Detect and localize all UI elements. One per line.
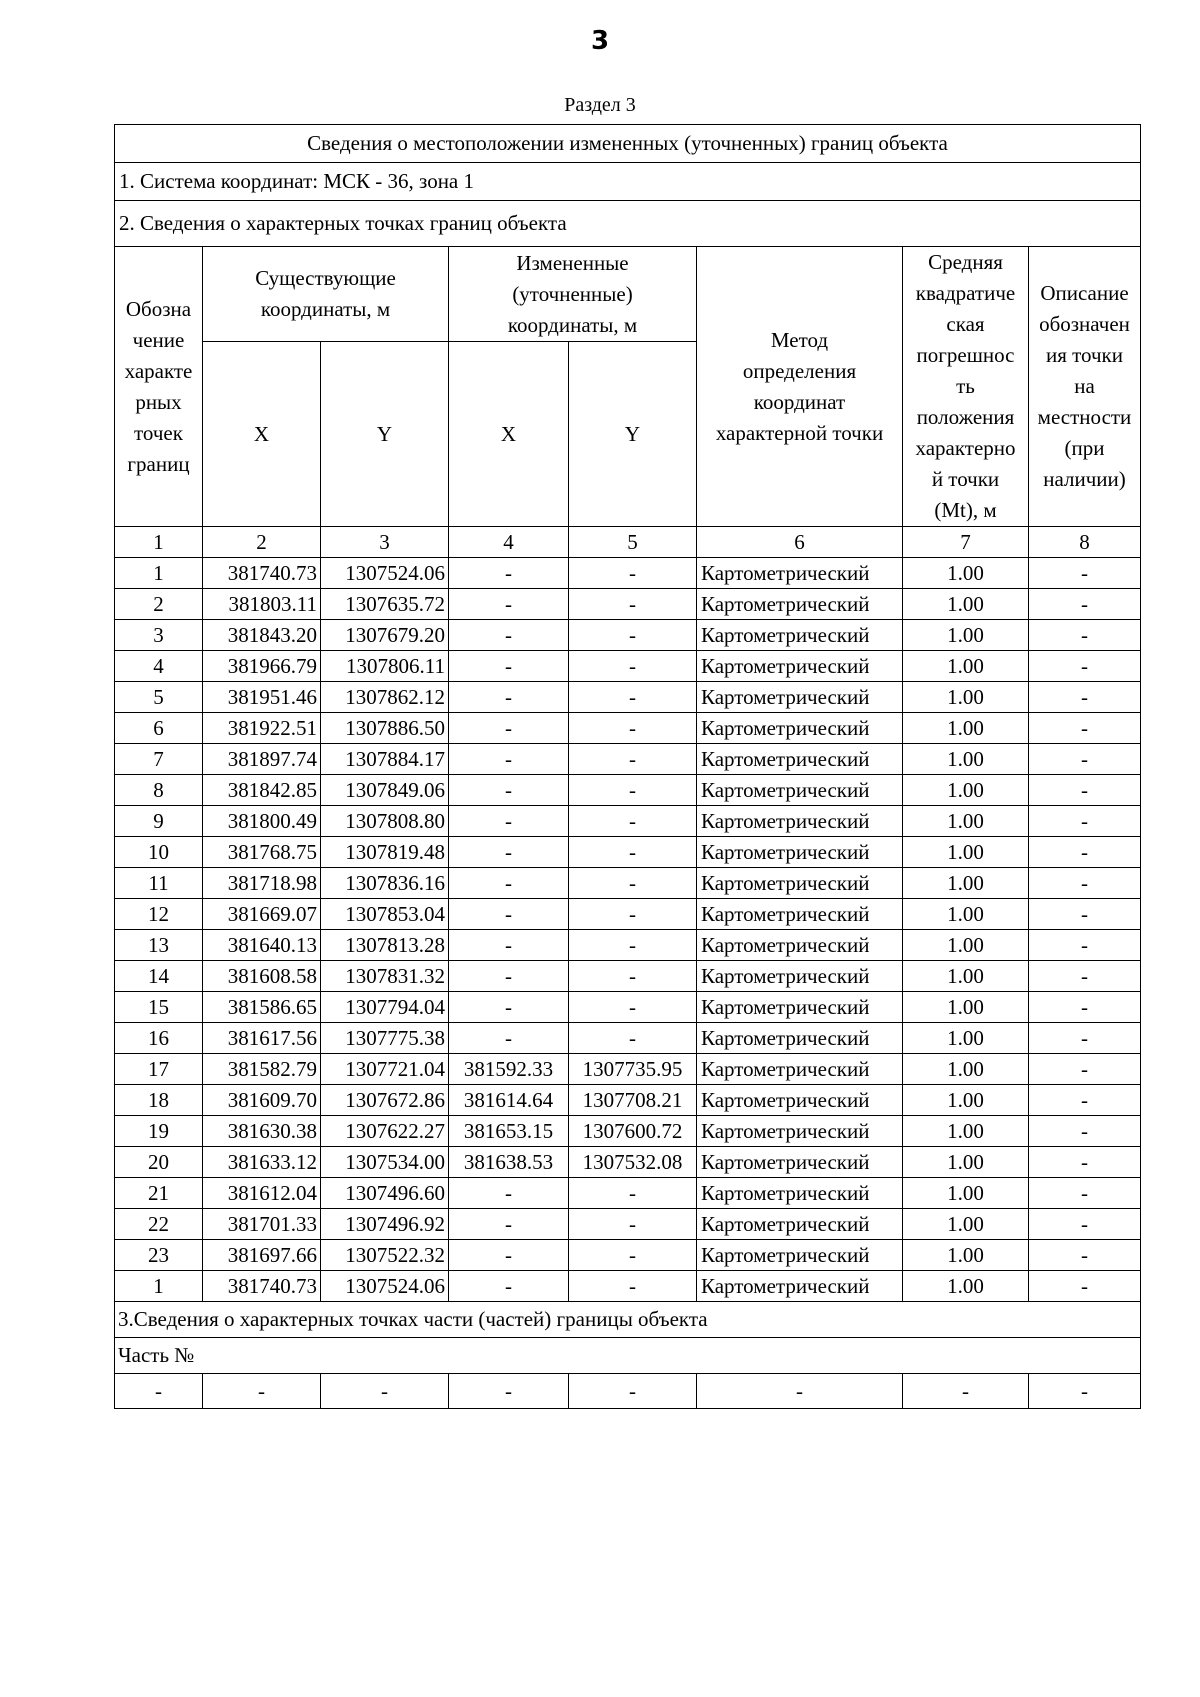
existing-y-cell: 1307522.32	[321, 1240, 449, 1271]
existing-y-cell: 1307884.17	[321, 744, 449, 775]
table-row	[115, 837, 1141, 868]
point-id-cell: 5	[115, 682, 203, 713]
changed-x-cell: -	[449, 589, 569, 620]
column-number: 7	[903, 527, 1029, 558]
existing-x-cell: 381951.46	[203, 682, 321, 713]
changed-x-cell: -	[449, 868, 569, 899]
changed-y-cell: -	[569, 1209, 697, 1240]
header-line: границ	[127, 451, 190, 476]
header-line: квадратиче	[915, 281, 1016, 305]
table-row	[115, 899, 1141, 930]
existing-x-cell: 381897.74	[203, 744, 321, 775]
point-id-cell: 3	[115, 620, 203, 651]
table-row	[115, 1240, 1141, 1271]
existing-y-cell: 1307496.60	[321, 1178, 449, 1209]
accuracy-cell: 1.00	[903, 1209, 1029, 1240]
header-line: (Mt), м	[934, 498, 997, 522]
description-cell: -	[1029, 775, 1141, 806]
accuracy-cell: 1.00	[903, 1116, 1029, 1147]
changed-y-cell: -	[569, 837, 697, 868]
existing-x-cell: 381768.75	[203, 837, 321, 868]
column-numbers-row	[115, 527, 1141, 558]
header-line: (уточненные)	[512, 281, 633, 306]
existing-x-cell: 381630.38	[203, 1116, 321, 1147]
existing-x-cell: 381843.20	[203, 620, 321, 651]
parts-heading: 3.Сведения о характерных точках части (частей) границы объекта	[115, 1302, 1141, 1338]
column-number: 8	[1029, 527, 1141, 558]
method-cell: Картометрический	[697, 1054, 903, 1085]
header-line: Описание	[1040, 281, 1129, 305]
parts-cell: -	[115, 1374, 203, 1409]
existing-x-cell: 381803.11	[203, 589, 321, 620]
column-number: 3	[321, 527, 449, 558]
existing-y-cell: 1307886.50	[321, 713, 449, 744]
changed-x-cell: 381614.64	[449, 1085, 569, 1116]
point-id-cell: 2	[115, 589, 203, 620]
changed-y-cell: -	[569, 620, 697, 651]
accuracy-cell: 1.00	[903, 806, 1029, 837]
method-cell: Картометрический	[697, 1085, 903, 1116]
description-cell: -	[1029, 837, 1141, 868]
changed-y-cell: -	[569, 558, 697, 589]
table-row	[115, 961, 1141, 992]
point-id-cell: 11	[115, 868, 203, 899]
method-cell: Картометрический	[697, 961, 903, 992]
description-cell: -	[1029, 1209, 1141, 1240]
existing-x-cell: 381800.49	[203, 806, 321, 837]
column-number: 6	[697, 527, 903, 558]
page-number: 3	[590, 26, 610, 56]
existing-y-cell: 1307672.86	[321, 1085, 449, 1116]
method-cell: Картометрический	[697, 713, 903, 744]
header-line: координат	[753, 389, 846, 414]
description-cell: -	[1029, 1085, 1141, 1116]
changed-y-cell: -	[569, 744, 697, 775]
table-title: Сведения о местоположении измененных (уточненных) границ объекта	[115, 125, 1141, 163]
table-row	[115, 775, 1141, 806]
table-row	[115, 1116, 1141, 1147]
point-id-cell: 20	[115, 1147, 203, 1178]
accuracy-cell: 1.00	[903, 992, 1029, 1023]
description-cell: -	[1029, 558, 1141, 589]
table-row	[115, 1085, 1141, 1116]
table-row	[115, 1023, 1141, 1054]
description-cell: -	[1029, 1054, 1141, 1085]
point-id-cell: 1	[115, 558, 203, 589]
parts-cell: -	[449, 1374, 569, 1409]
table-row	[115, 806, 1141, 837]
parts-data-row	[115, 1374, 1141, 1409]
existing-x-cell: 381669.07	[203, 899, 321, 930]
table-row	[115, 589, 1141, 620]
part-number-row	[115, 1338, 1141, 1374]
point-id-cell: 22	[115, 1209, 203, 1240]
method-cell: Картометрический	[697, 1178, 903, 1209]
table-row	[115, 558, 1141, 589]
point-id-cell: 4	[115, 651, 203, 682]
points-heading: 2. Сведения о характерных точках границ объекта	[115, 201, 1141, 247]
changed-x-cell: -	[449, 744, 569, 775]
header-line: наличии)	[1043, 467, 1126, 491]
existing-y-cell: 1307853.04	[321, 899, 449, 930]
changed-x-cell: -	[449, 992, 569, 1023]
accuracy-cell: 1.00	[903, 1240, 1029, 1271]
method-cell: Картометрический	[697, 1240, 903, 1271]
header-line: характе	[124, 358, 193, 383]
changed-x-cell: -	[449, 806, 569, 837]
changed-y-cell: -	[569, 961, 697, 992]
changed-y-cell: -	[569, 1271, 697, 1302]
header-line: Существующие	[255, 266, 396, 291]
method-cell: Картометрический	[697, 1209, 903, 1240]
existing-x-cell: 381842.85	[203, 775, 321, 806]
accuracy-cell: 1.00	[903, 837, 1029, 868]
header-line: положения	[916, 405, 1015, 429]
changed-y-cell: -	[569, 1023, 697, 1054]
existing-x-cell: 381697.66	[203, 1240, 321, 1271]
changed-x-cell: -	[449, 837, 569, 868]
description-cell: -	[1029, 1178, 1141, 1209]
existing-x-cell: 381701.33	[203, 1209, 321, 1240]
table-row	[115, 930, 1141, 961]
accuracy-cell: 1.00	[903, 589, 1029, 620]
header-line: на	[1074, 374, 1095, 398]
changed-x-cell: -	[449, 961, 569, 992]
method-cell: Картометрический	[697, 651, 903, 682]
table-row	[115, 682, 1141, 713]
changed-y-cell: -	[569, 992, 697, 1023]
changed-y-cell: 1307735.95	[569, 1054, 697, 1085]
point-id-cell: 7	[115, 744, 203, 775]
parts-cell: -	[569, 1374, 697, 1409]
existing-y-cell: 1307534.00	[321, 1147, 449, 1178]
method-cell: Картометрический	[697, 1147, 903, 1178]
existing-x-cell: 381740.73	[203, 1271, 321, 1302]
table-row	[115, 1178, 1141, 1209]
changed-x-cell: -	[449, 713, 569, 744]
accuracy-cell: 1.00	[903, 713, 1029, 744]
table-row	[115, 713, 1141, 744]
accuracy-cell: 1.00	[903, 930, 1029, 961]
existing-x-cell: 381922.51	[203, 713, 321, 744]
table-row	[115, 620, 1141, 651]
table-row	[115, 1271, 1141, 1302]
changed-y-cell: -	[569, 868, 697, 899]
header-line: ия точки	[1045, 343, 1123, 367]
accuracy-cell: 1.00	[903, 682, 1029, 713]
table-row	[115, 1054, 1141, 1085]
changed-x-cell: -	[449, 930, 569, 961]
method-cell: Картометрический	[697, 744, 903, 775]
point-id-cell: 14	[115, 961, 203, 992]
changed-y-cell: -	[569, 1178, 697, 1209]
accuracy-cell: 1.00	[903, 1023, 1029, 1054]
point-id-cell: 17	[115, 1054, 203, 1085]
description-cell: -	[1029, 899, 1141, 930]
accuracy-cell: 1.00	[903, 868, 1029, 899]
existing-y-cell: 1307679.20	[321, 620, 449, 651]
point-id-cell: 12	[115, 899, 203, 930]
existing-x-cell: 381609.70	[203, 1085, 321, 1116]
header-accuracy	[903, 247, 1029, 527]
header-changed-x: X	[449, 342, 569, 527]
method-cell: Картометрический	[697, 1116, 903, 1147]
method-cell: Картометрический	[697, 682, 903, 713]
header-line: Измененные	[516, 250, 629, 275]
table-row	[115, 651, 1141, 682]
description-cell: -	[1029, 744, 1141, 775]
changed-x-cell: 381653.15	[449, 1116, 569, 1147]
method-cell: Картометрический	[697, 899, 903, 930]
existing-y-cell: 1307622.27	[321, 1116, 449, 1147]
changed-x-cell: -	[449, 682, 569, 713]
accuracy-cell: 1.00	[903, 1147, 1029, 1178]
parts-cell: -	[1029, 1374, 1141, 1409]
coord-system: 1. Система координат: МСК - 36, зона 1	[115, 163, 1141, 201]
changed-y-cell: -	[569, 651, 697, 682]
method-cell: Картометрический	[697, 992, 903, 1023]
boundary-table	[114, 124, 1141, 1409]
description-cell: -	[1029, 1023, 1141, 1054]
existing-y-cell: 1307635.72	[321, 589, 449, 620]
header-row-1	[115, 247, 1141, 342]
table-row	[115, 992, 1141, 1023]
existing-x-cell: 381640.13	[203, 930, 321, 961]
section-title: Раздел 3	[564, 94, 636, 116]
accuracy-cell: 1.00	[903, 1085, 1029, 1116]
header-line: (при	[1064, 436, 1105, 460]
header-line: координаты, м	[507, 312, 638, 337]
header-line: погрешнос	[916, 343, 1015, 367]
point-id-cell: 13	[115, 930, 203, 961]
accuracy-cell: 1.00	[903, 620, 1029, 651]
header-line: й точки	[931, 467, 1000, 491]
header-line: Средняя	[928, 250, 1003, 274]
accuracy-cell: 1.00	[903, 651, 1029, 682]
changed-x-cell: -	[449, 1271, 569, 1302]
accuracy-cell: 1.00	[903, 899, 1029, 930]
method-cell: Картометрический	[697, 589, 903, 620]
parts-cell: -	[203, 1374, 321, 1409]
existing-y-cell: 1307806.11	[321, 651, 449, 682]
method-cell: Картометрический	[697, 558, 903, 589]
description-cell: -	[1029, 806, 1141, 837]
header-existing-coords	[203, 247, 449, 342]
point-id-cell: 8	[115, 775, 203, 806]
header-line: чение	[132, 327, 185, 352]
header-method	[697, 247, 903, 527]
table-row	[115, 1147, 1141, 1178]
changed-x-cell: -	[449, 558, 569, 589]
existing-x-cell: 381586.65	[203, 992, 321, 1023]
accuracy-cell: 1.00	[903, 744, 1029, 775]
existing-y-cell: 1307808.80	[321, 806, 449, 837]
header-changed-y: Y	[569, 342, 697, 527]
description-cell: -	[1029, 682, 1141, 713]
column-number: 4	[449, 527, 569, 558]
method-cell: Картометрический	[697, 1271, 903, 1302]
changed-x-cell: 381638.53	[449, 1147, 569, 1178]
method-cell: Картометрический	[697, 930, 903, 961]
description-cell: -	[1029, 651, 1141, 682]
point-id-cell: 16	[115, 1023, 203, 1054]
existing-y-cell: 1307721.04	[321, 1054, 449, 1085]
part-number-label: Часть №	[115, 1338, 1141, 1374]
description-cell: -	[1029, 1271, 1141, 1302]
header-line: характерно	[915, 436, 1016, 460]
existing-y-cell: 1307836.16	[321, 868, 449, 899]
points-heading-row	[115, 201, 1141, 247]
header-line: обозначен	[1039, 312, 1130, 336]
table-row	[115, 1209, 1141, 1240]
changed-x-cell: -	[449, 651, 569, 682]
point-id-cell: 10	[115, 837, 203, 868]
changed-y-cell: -	[569, 806, 697, 837]
description-cell: -	[1029, 1116, 1141, 1147]
method-cell: Картометрический	[697, 1023, 903, 1054]
coord-system-row	[115, 163, 1141, 201]
accuracy-cell: 1.00	[903, 1271, 1029, 1302]
parts-cell: -	[903, 1374, 1029, 1409]
existing-x-cell: 381582.79	[203, 1054, 321, 1085]
existing-y-cell: 1307862.12	[321, 682, 449, 713]
method-cell: Картометрический	[697, 868, 903, 899]
header-existing-y: Y	[321, 342, 449, 527]
existing-y-cell: 1307775.38	[321, 1023, 449, 1054]
changed-x-cell: -	[449, 620, 569, 651]
changed-y-cell: 1307600.72	[569, 1116, 697, 1147]
point-id-cell: 21	[115, 1178, 203, 1209]
changed-x-cell: -	[449, 1209, 569, 1240]
table-row	[115, 868, 1141, 899]
description-cell: -	[1029, 713, 1141, 744]
header-line: ть	[956, 374, 975, 398]
existing-y-cell: 1307831.32	[321, 961, 449, 992]
point-id-cell: 9	[115, 806, 203, 837]
method-cell: Картометрический	[697, 806, 903, 837]
header-line: точек	[134, 420, 183, 445]
existing-x-cell: 381740.73	[203, 558, 321, 589]
description-cell: -	[1029, 1147, 1141, 1178]
header-changed-coords	[449, 247, 697, 342]
existing-y-cell: 1307496.92	[321, 1209, 449, 1240]
header-line: характерной точки	[715, 420, 884, 445]
existing-y-cell: 1307849.06	[321, 775, 449, 806]
method-cell: Картометрический	[697, 837, 903, 868]
description-cell: -	[1029, 930, 1141, 961]
description-cell: -	[1029, 620, 1141, 651]
changed-x-cell: -	[449, 775, 569, 806]
accuracy-cell: 1.00	[903, 1178, 1029, 1209]
table-title-row	[115, 125, 1141, 163]
changed-y-cell: 1307708.21	[569, 1085, 697, 1116]
header-description	[1029, 247, 1141, 527]
header-line: Обозна	[125, 296, 192, 321]
description-cell: -	[1029, 992, 1141, 1023]
existing-x-cell: 381612.04	[203, 1178, 321, 1209]
point-id-cell: 19	[115, 1116, 203, 1147]
changed-x-cell: -	[449, 1023, 569, 1054]
method-cell: Картометрический	[697, 620, 903, 651]
header-line: ская	[946, 312, 985, 336]
changed-y-cell: -	[569, 775, 697, 806]
accuracy-cell: 1.00	[903, 961, 1029, 992]
header-line: рных	[135, 389, 182, 414]
parts-cell: -	[321, 1374, 449, 1409]
column-number: 5	[569, 527, 697, 558]
changed-y-cell: -	[569, 589, 697, 620]
existing-x-cell: 381966.79	[203, 651, 321, 682]
changed-x-cell: -	[449, 899, 569, 930]
changed-y-cell: -	[569, 682, 697, 713]
accuracy-cell: 1.00	[903, 558, 1029, 589]
parts-heading-row	[115, 1302, 1141, 1338]
changed-x-cell: -	[449, 1240, 569, 1271]
description-cell: -	[1029, 1240, 1141, 1271]
accuracy-cell: 1.00	[903, 1054, 1029, 1085]
point-id-cell: 1	[115, 1271, 203, 1302]
existing-y-cell: 1307813.28	[321, 930, 449, 961]
accuracy-cell: 1.00	[903, 775, 1029, 806]
description-cell: -	[1029, 868, 1141, 899]
existing-x-cell: 381718.98	[203, 868, 321, 899]
column-number: 1	[115, 527, 203, 558]
description-cell: -	[1029, 961, 1141, 992]
existing-y-cell: 1307524.06	[321, 558, 449, 589]
header-line: координаты, м	[260, 297, 391, 322]
changed-y-cell: -	[569, 930, 697, 961]
changed-y-cell: 1307532.08	[569, 1147, 697, 1178]
existing-x-cell: 381617.56	[203, 1023, 321, 1054]
header-line: определения	[742, 358, 857, 383]
existing-y-cell: 1307819.48	[321, 837, 449, 868]
header-existing-x: X	[203, 342, 321, 527]
changed-y-cell: -	[569, 1240, 697, 1271]
changed-x-cell: -	[449, 1178, 569, 1209]
existing-x-cell: 381633.12	[203, 1147, 321, 1178]
point-id-cell: 23	[115, 1240, 203, 1271]
existing-y-cell: 1307794.04	[321, 992, 449, 1023]
changed-x-cell: 381592.33	[449, 1054, 569, 1085]
description-cell: -	[1029, 589, 1141, 620]
existing-x-cell: 381608.58	[203, 961, 321, 992]
header-line: местности	[1037, 405, 1132, 429]
point-id-cell: 15	[115, 992, 203, 1023]
header-line: Метод	[770, 327, 829, 352]
method-cell: Картометрический	[697, 775, 903, 806]
point-id-cell: 18	[115, 1085, 203, 1116]
table-row	[115, 744, 1141, 775]
column-number: 2	[203, 527, 321, 558]
header-designation	[115, 247, 203, 527]
point-id-cell: 6	[115, 713, 203, 744]
parts-cell: -	[697, 1374, 903, 1409]
existing-y-cell: 1307524.06	[321, 1271, 449, 1302]
changed-y-cell: -	[569, 713, 697, 744]
changed-y-cell: -	[569, 899, 697, 930]
